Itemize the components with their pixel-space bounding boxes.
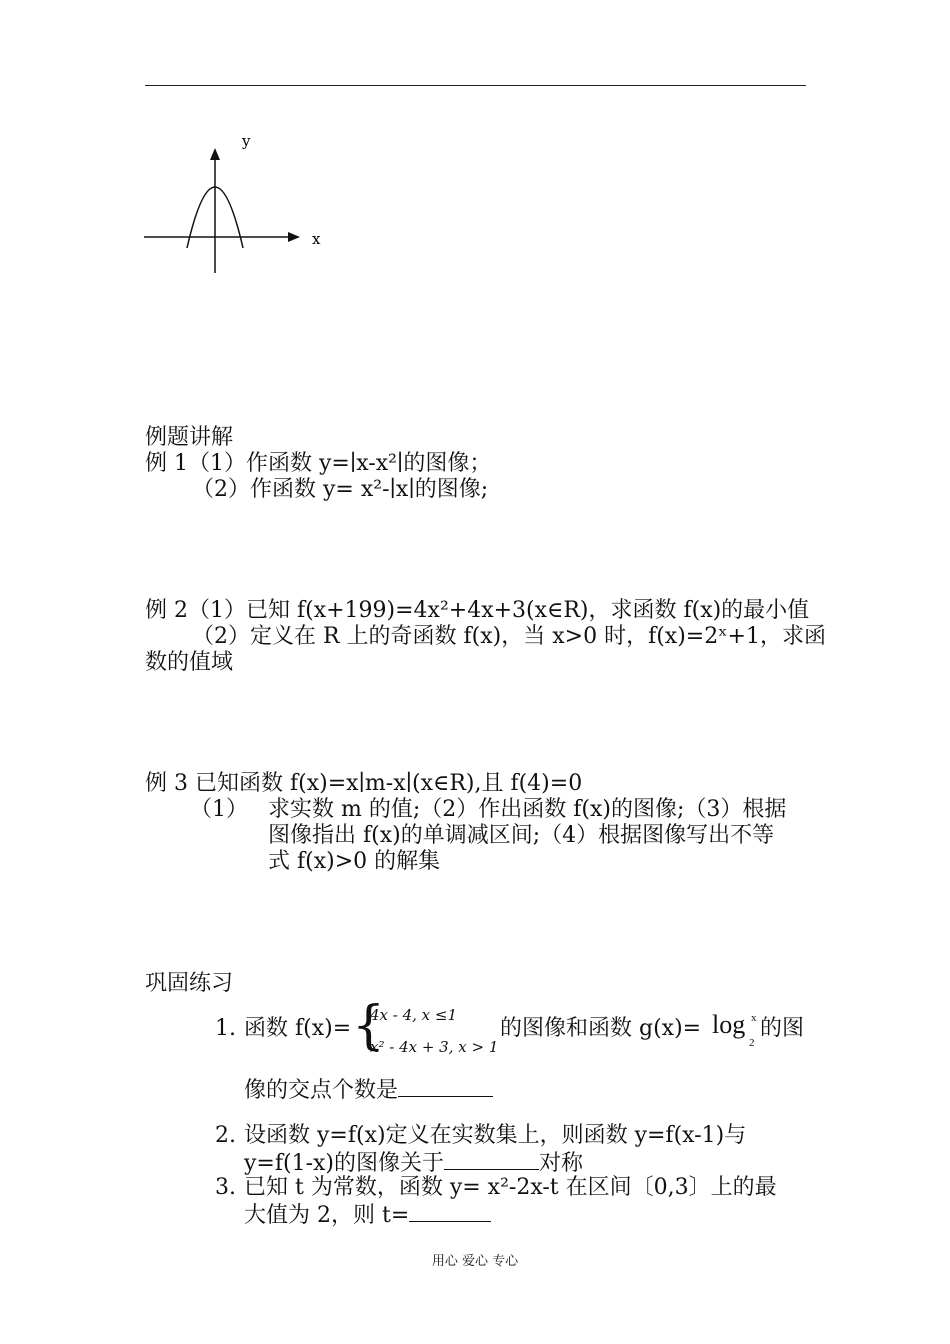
q3-line2 [244, 1201, 491, 1229]
ex1-line1: 例 1（1）作函数 y=∣x-x²∣的图像； [145, 451, 492, 476]
section-title-examples: 例题讲解 [145, 425, 234, 450]
q1-number: 1. [215, 1016, 236, 1041]
parabola-graph [140, 130, 340, 280]
page-footer: 用心 爱心 专心 [431, 1254, 519, 1269]
ex1-line2: （2）作函数 y= x²-∣x∣的图像; [192, 477, 489, 502]
q2-number: 2. [215, 1123, 236, 1148]
q1-answer-blank[interactable] [398, 1076, 493, 1097]
ex3-line1: 例 3 已知函数 f(x)=x∣m-x∣(x∈R),且 f(4)=0 [145, 771, 583, 796]
header-rule [145, 85, 806, 86]
q3-line1: 已知 t 为常数，函数 y= x²-2x-t 在区间〔0,3〕上的最 [244, 1175, 777, 1200]
q2-line1: 设函数 y=f(x)定义在实数集上，则函数 y=f(x-1)与 [244, 1123, 747, 1148]
y-axis-label: y [242, 132, 251, 150]
ex3-line3: 图像指出 f(x)的单调减区间;（4）根据图像写出不等 [268, 823, 775, 848]
section-title-practice: 巩固练习 [145, 971, 234, 996]
q2-line2a: y=f(1-x)的图像关于 [244, 1151, 445, 1176]
q1-middle: 的图像和函数 g(x)= [500, 1016, 702, 1041]
q1-prefix: 函数 f(x)= [244, 1016, 352, 1041]
piecewise-brace-icon: { [352, 996, 386, 1056]
q1-line2 [244, 1076, 493, 1104]
q1-log-sub: 2 [749, 1037, 755, 1049]
x-axis-label: x [312, 230, 321, 248]
ex2-line3: 数的值域 [145, 650, 234, 675]
q1-log-expression [712, 1010, 757, 1049]
q3-answer-blank[interactable] [409, 1201, 491, 1222]
ex3-line4: 式 f(x)>0 的解集 [268, 849, 441, 874]
q1-piece2: x² - 4x + 3, x > 1 [370, 1038, 499, 1056]
ex3-line2: 求实数 m 的值;（2）作出函数 f(x)的图像;（3）根据 [268, 797, 787, 822]
q2-line2 [244, 1149, 583, 1177]
q1-suffix: 的图 [760, 1016, 805, 1041]
ex3-sub-number: （1） [190, 797, 248, 822]
q1-log: log [712, 1010, 746, 1039]
x-axis-arrow-icon [288, 232, 300, 242]
y-axis-arrow-icon [210, 148, 220, 160]
q2-answer-blank[interactable] [444, 1149, 539, 1170]
q3-number: 3. [215, 1175, 236, 1200]
q2-line2b: 对称 [539, 1151, 584, 1176]
q1-piece1: 4x - 4, x ≤1 [370, 1006, 458, 1024]
ex2-line1: 例 2（1）已知 f(x+199)=4x²+4x+3(x∈R)，求函数 f(x)的最小值 [145, 598, 810, 623]
ex2-line2: （2）定义在 R 上的奇函数 f(x)，当 x>0 时，f(x)=2ˣ+1，求函 [192, 624, 826, 649]
q1-line2-text: 像的交点个数是 [244, 1078, 399, 1103]
q1-log-sup: x [751, 1012, 757, 1024]
q3-line2-text: 大值为 2，则 t= [244, 1203, 410, 1228]
